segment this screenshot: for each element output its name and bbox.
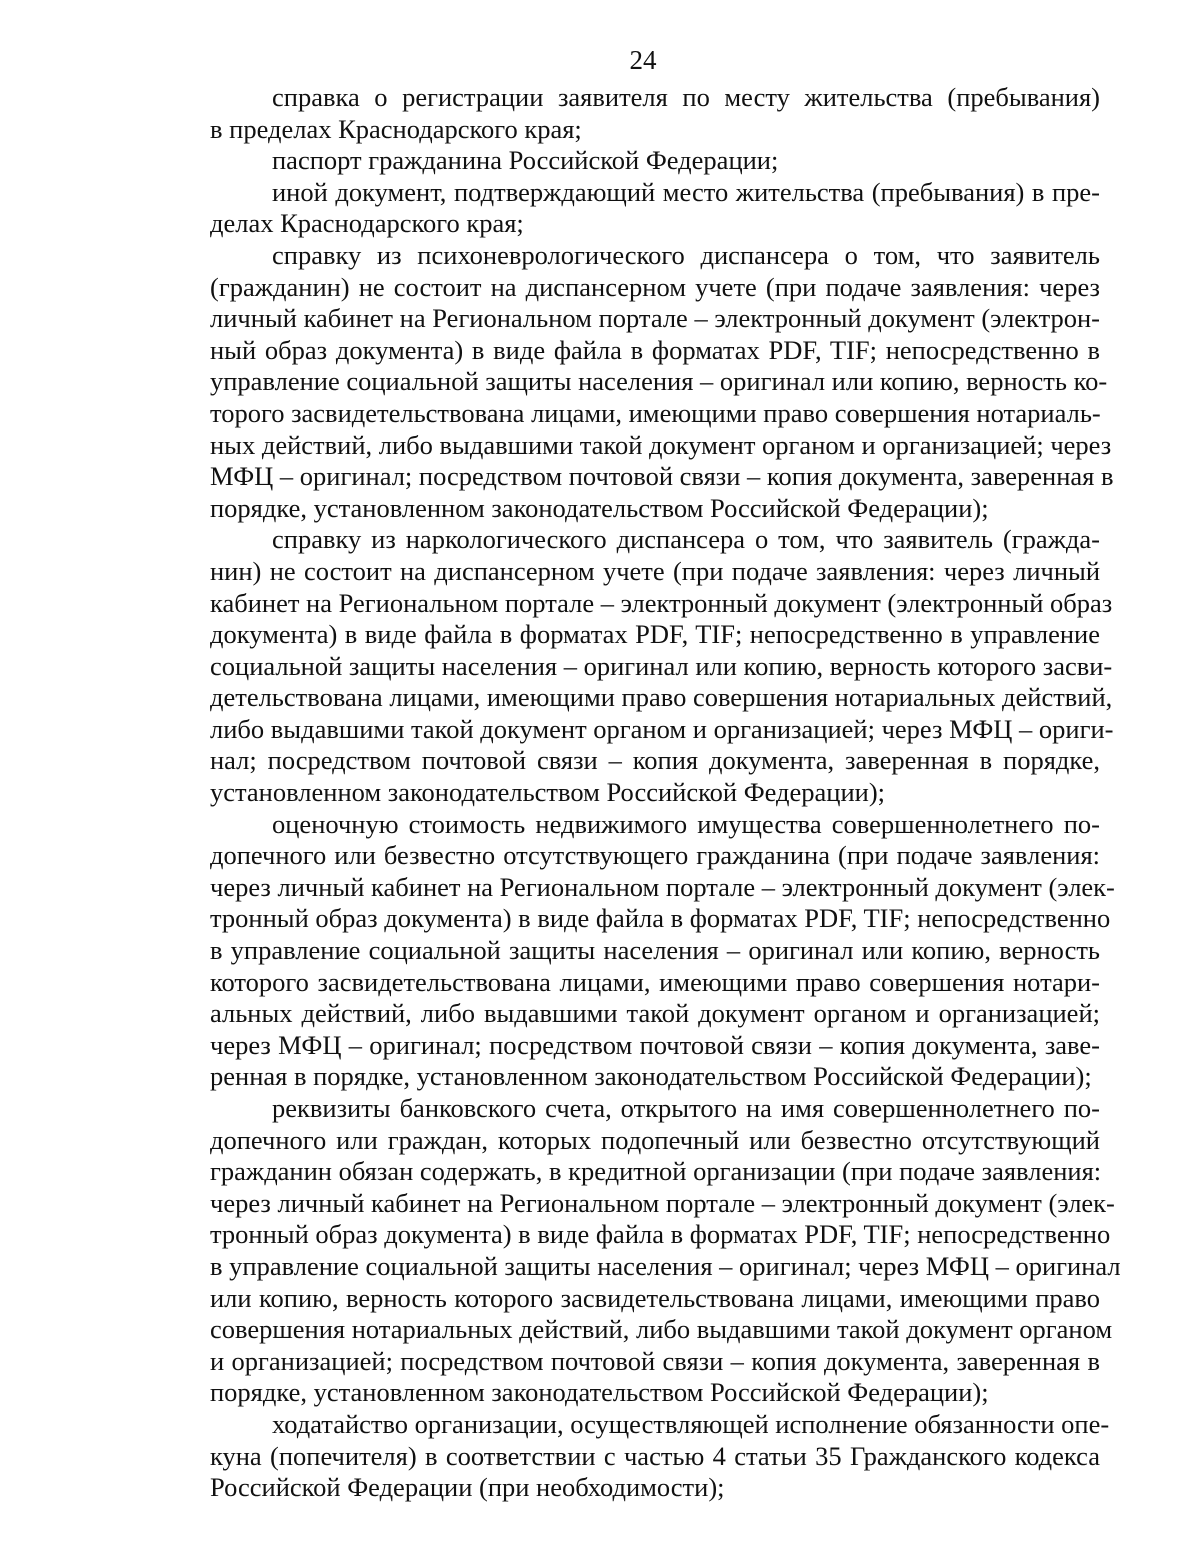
paragraph-line: гражданин обязан содержать, в кредитной организации (при подаче заявления: <box>210 1156 1102 1187</box>
paragraph-line: в управление социальной защиты населения – оригинал; через МФЦ – оригинал <box>210 1250 1121 1281</box>
paragraph-line: личный кабинет на Региональном портале – электронный документ (электрон- <box>210 303 1100 334</box>
paragraph-line: детельствована лицами, имеющими право совершения нотариальных действий, <box>210 682 1113 713</box>
paragraph-line: (гражданин) не состоит на диспансерном учете (при подаче заявления: через <box>210 271 1100 302</box>
paragraph <box>210 82 1100 145</box>
paragraph-line: порядке, установленном законодательством Российской Федерации); <box>210 1377 989 1408</box>
paragraph <box>210 239 1114 524</box>
paragraph-line: оценочную стоимость недвижимого имущества совершеннолетнего по- <box>272 808 1100 839</box>
document-body <box>210 82 1121 1504</box>
paragraph-line: справку из наркологического диспансера о том, что заявитель (гражда- <box>272 524 1100 555</box>
paragraph <box>210 177 1100 240</box>
paragraph-line: нин) не состоит на диспансерном учете (при подаче заявления: через личный <box>210 555 1100 586</box>
paragraph <box>210 145 1100 177</box>
paragraph-line: и организацией; посредством почтовой связи – копия документа, заверенная в <box>210 1345 1100 1376</box>
paragraph-line: ных действий, либо выдавшими такой документ органом и организацией; через <box>210 429 1112 460</box>
paragraph-line: через личный кабинет на Региональном портале – электронный документ (элек- <box>210 871 1115 902</box>
paragraph-line: установленном законодательством Российской Федерации); <box>210 777 886 808</box>
paragraph <box>210 1408 1110 1504</box>
paragraph-line: или копию, верность которого засвидетельствована лицами, имеющими право <box>210 1282 1100 1313</box>
paragraph-line: социальной защиты населения – оригинал или копию, верность которого засви- <box>210 650 1113 681</box>
paragraph-line: которого засвидетельствована лицами, имеющими право совершения нотари- <box>210 966 1100 997</box>
paragraph-line: порядке, установленном законодательством Российской Федерации); <box>210 492 989 523</box>
paragraph <box>210 524 1114 808</box>
paragraph-line: либо выдавшими такой документ органом и организацией; через МФЦ – ориги- <box>210 713 1114 744</box>
paragraph <box>210 1093 1121 1409</box>
paragraph-line: в управление социальной защиты населения – оригинал или копию, верность <box>210 935 1100 966</box>
paragraph-line: тронный образ документа) в виде файла в форматах PDF, TIF; непосредственно <box>210 903 1111 934</box>
paragraph-line: ный образ документа) в виде файла в форматах PDF, TIF; непосредственно в <box>210 334 1100 365</box>
paragraph-line: тронный образ документа) в виде файла в форматах PDF, TIF; непосредственно <box>210 1219 1111 1250</box>
paragraph-line: кабинет на Региональном портале – электронный документ (электронный образ <box>210 587 1113 618</box>
paragraph-line: МФЦ – оригинал; посредством почтовой связи – копия документа, заверенная в <box>210 461 1114 492</box>
paragraph-line: Российской Федерации (при необходимости); <box>210 1472 725 1503</box>
paragraph-line: реквизиты банковского счета, открытого на имя совершеннолетнего по- <box>272 1093 1100 1123</box>
paragraph-line: торого засвидетельствована лицами, имеющими право совершения нотариаль- <box>210 397 1101 428</box>
paragraph-line: документа) в виде файла в форматах PDF, TIF; непосредственно в управление <box>210 619 1100 650</box>
paragraph-line: справку из психоневрологического диспансера о том, что заявитель <box>272 239 1100 270</box>
paragraph-line: допечного или граждан, которых подопечный или безвестно отсутствующий <box>210 1124 1100 1155</box>
paragraph-line: допечного или безвестно отсутствующего гражданина (при подаче заявления: <box>210 840 1100 871</box>
paragraph-line: нал; посредством почтовой связи – копия документа, заверенная в порядке, <box>210 745 1100 776</box>
paragraph-line: управление социальной защиты населения – оригинал или копию, верность ко- <box>210 366 1108 397</box>
paragraph-line: альных действий, либо выдавшими такой документ органом и организацией; <box>210 998 1100 1029</box>
paragraph-line: в пределах Краснодарского края; <box>210 113 582 144</box>
paragraph-line: куна (попечителя) в соответствии с частью 4 статьи 35 Гражданского кодекса <box>210 1440 1100 1471</box>
page-number: 24 <box>629 45 657 75</box>
paragraph <box>210 808 1115 1093</box>
paragraph-line: через МФЦ – оригинал; посредством почтовой связи – копия документа, заве- <box>210 1029 1100 1060</box>
paragraph-line: ходатайство организации, осуществляющей исполнение обязанности опе- <box>272 1408 1110 1439</box>
paragraph-line: справка о регистрации заявителя по месту жительства (пребывания) <box>272 82 1100 112</box>
paragraph-line: через личный кабинет на Региональном портале – электронный документ (элек- <box>210 1187 1115 1218</box>
paragraph-line: совершения нотариальных действий, либо выдавшими такой документ органом <box>210 1314 1113 1345</box>
paragraph-line: паспорт гражданина Российской Федерации; <box>272 145 779 176</box>
paragraph-line: иной документ, подтверждающий место жительства (пребывания) в пре- <box>272 176 1100 207</box>
paragraph-line: ренная в порядке, установленном законодательством Российской Федерации); <box>210 1061 1092 1092</box>
paragraph-line: делах Краснодарского края; <box>210 208 524 239</box>
